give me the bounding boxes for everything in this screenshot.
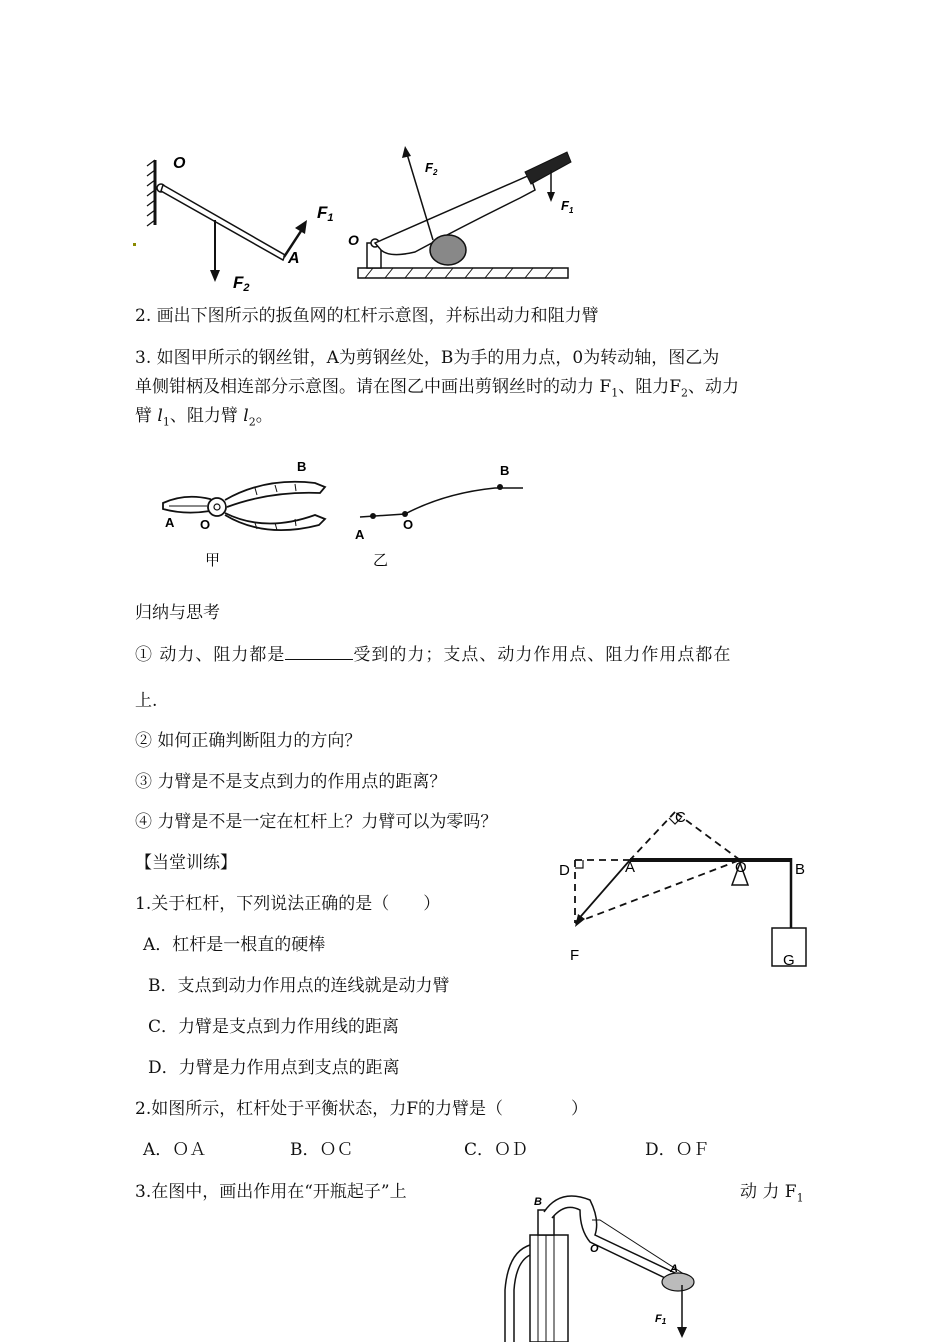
opener-label-o: O (590, 1243, 599, 1255)
q2-option-a: A．ＯＡ (143, 1140, 207, 1160)
q1-option-a: A．杠杆是一根直的硬棒 (143, 935, 326, 955)
svg-text:F2: $F_2$ (425, 160, 438, 177)
q2-option-b: B．ＯＣ (290, 1140, 354, 1160)
opener-label-a: A (670, 1263, 678, 1275)
handle-schematic-figure (345, 455, 530, 575)
summary-item-1: ① 动力、阻力都是 受到的力；支点、动力作用点、阻力作用点都在 (135, 641, 731, 667)
opener-label-b: B (534, 1196, 542, 1208)
q1-option-d: D．力臂是力作用点到支点的距离 (148, 1058, 400, 1078)
svg-text:F1: F1 (317, 203, 334, 224)
training-q3: 3.在图中，画出作用在“开瓶起子”上 (135, 1182, 407, 1202)
lever-label-g: G (783, 952, 795, 969)
q2-option-d: D．ＯＦ (645, 1140, 710, 1160)
handle-label-o: O (403, 517, 414, 532)
pliers-caption: 甲 (205, 552, 221, 569)
q1-option-b: B．支点到动力作用点的连线就是动力臂 (148, 976, 450, 996)
training-q2: 2.如图所示，杠杆处于平衡状态，力F的力臂是（ ） (135, 1099, 589, 1119)
lever-figure-2 (345, 140, 575, 285)
pliers-label-b: B (297, 459, 307, 474)
summary-heading: 归纳与思考 (135, 603, 220, 623)
fig1-label-a: A (288, 250, 300, 267)
summary-item-1-end: 上. (135, 691, 158, 711)
lever-label-c: C (675, 809, 686, 826)
lever-label-f: F (570, 947, 580, 964)
summary-item-2: ② 如何正确判断阻力的方向？ (135, 731, 362, 751)
summary-item-3: ③ 力臂是不是支点到力的作用点的距离？ (135, 772, 447, 792)
pliers-label-a: A (165, 515, 175, 530)
lever-label-b: B (795, 861, 806, 878)
question-3-line-3: 臂 $l_1$、阻力臂 $l_2$。 (135, 406, 273, 429)
question-2-fishnet: 2. 画出下图所示的扳鱼网的杠杆示意图，并标出动力和阻力臂 (135, 306, 599, 326)
stray-dot (133, 243, 136, 246)
question-3-line-2: 单侧钳柄及相连部分示意图。请在图乙中画出剪钢丝时的动力 $F_1$、阻力$F_2$、动力 (135, 377, 739, 400)
fig2-label-f1: F (561, 198, 569, 213)
lever-label-o: O (735, 859, 747, 876)
training-heading: 【当堂训练】 (135, 853, 237, 873)
fig1-label-o: O (173, 155, 186, 172)
training-q3-end: 动 力 $F_1$ (740, 1182, 804, 1205)
fig2-label-f2: F (425, 160, 433, 175)
question-3-line-1: 3. 如图甲所示的钢丝钳，A为剪钢丝处，B为手的用力点，0为转动轴，图乙为 (135, 348, 720, 368)
training-q1: 1.关于杠杆，下列说法正确的是（ ） (135, 894, 441, 914)
answer-blank[interactable] (285, 641, 353, 660)
q2-option-c: C．ＯＤ (464, 1140, 529, 1160)
bottle-opener-figure (500, 1190, 720, 1342)
lever-label-a: A (625, 859, 636, 876)
q1-option-c: C．力臂是支点到力作用线的距离 (148, 1017, 400, 1037)
opener-label-f1: F (655, 1313, 662, 1325)
svg-text:F1: $F_1$ (561, 198, 574, 215)
fig2-label-o: O (348, 232, 359, 248)
lever-figure-1 (145, 150, 345, 295)
pliers-figure (155, 455, 340, 575)
handle-caption: 乙 (373, 552, 389, 569)
fig1-label-f1: F (317, 203, 328, 222)
fig1-label-f2: F (233, 273, 244, 292)
handle-label-b: B (500, 463, 510, 478)
lever-balance-figure (555, 800, 815, 975)
lever-label-d: D (559, 862, 570, 879)
svg-text:F1: F1 (655, 1313, 667, 1326)
pliers-label-o: O (200, 517, 211, 532)
handle-label-a: A (355, 527, 365, 542)
summary-item-4: ④ 力臂是不是一定在杠杆上？力臂可以为零吗？ (135, 812, 498, 832)
svg-text:F2: F2 (233, 273, 250, 294)
